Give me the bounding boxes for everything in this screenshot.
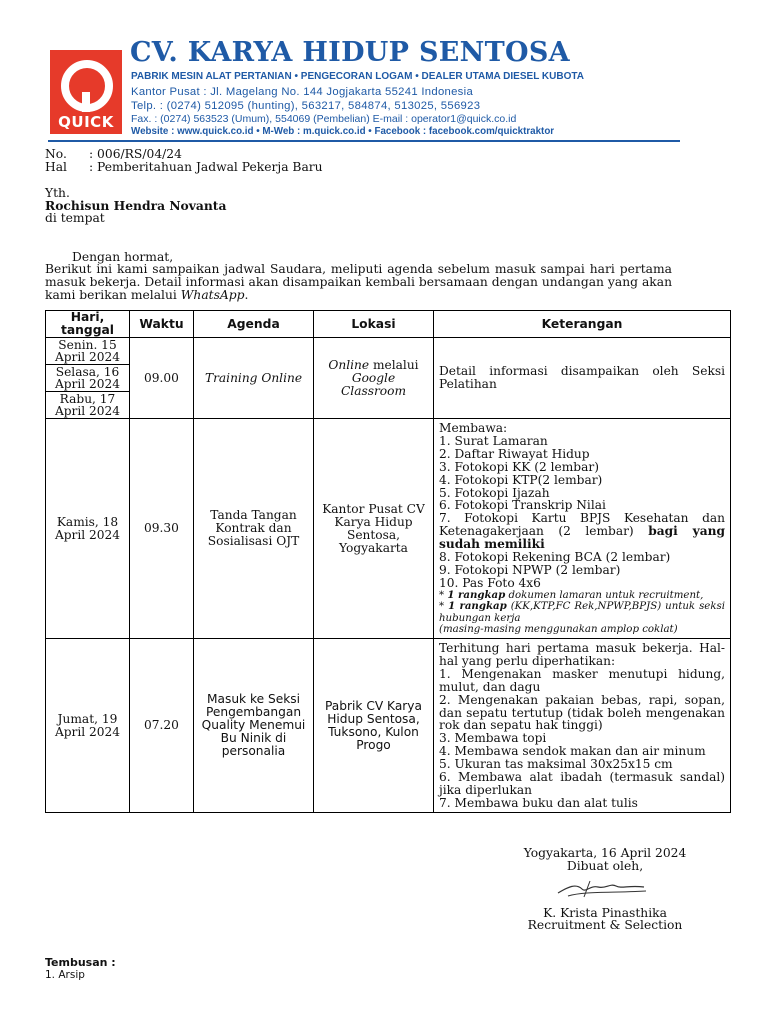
note2-rest: (KK,KTP,FC Rek,NPWP,BPJS) untuk seksi hubungan kerja <box>439 601 725 624</box>
row3-notes <box>434 639 731 813</box>
row2-bring-heading: Membawa: <box>439 421 508 435</box>
signatory-name: K. Krista Pinasthika <box>543 906 667 920</box>
list-item: 6. Fotokopi Transkrip Nilai <box>439 498 606 513</box>
logo-stem-shape <box>82 92 90 112</box>
cc-item: 1. Arsip <box>45 969 85 981</box>
list-item: 6. Membawa alat ibadah (termasuk sandal) jika diperlukan <box>439 770 725 797</box>
row1-location-via: melalui <box>369 357 419 372</box>
list-item: 8. Fotokopi Rekening BCA (2 lembar) <box>439 550 671 565</box>
row1-date-wednesday: Rabu, 17 April 2024 <box>46 391 129 418</box>
note-employee-relations <box>439 601 725 624</box>
row3-intro: Terhitung hari pertama masuk bekerja. Hal-hal yang perlu diperhatikan: <box>439 641 725 668</box>
list-item: 5. Ukuran tas maksimal 30x25x15 cm <box>439 757 673 772</box>
note1-prefix: * <box>439 589 448 601</box>
note2-bold: 1 rangkap <box>448 600 507 613</box>
row2-date: Kamis, 18 April 2024 <box>46 419 130 639</box>
schedule-table <box>45 310 731 813</box>
list-item: 4. Fotokopi KTP(2 lembar) <box>439 472 603 487</box>
row3-date: Jumat, 19 April 2024 <box>46 639 130 813</box>
cc-label: Tembusan : <box>45 956 116 969</box>
number-label: No. <box>45 147 67 161</box>
company-telephone: Telp. : (0274) 512095 (hunting), 563217, 584874, 513025, 556923 <box>131 100 481 112</box>
list-item: 1. Mengenakan masker menutupi hidung, mulut, dan dagu <box>439 666 725 694</box>
header-lokasi: Lokasi <box>314 311 434 338</box>
note2-prefix: * <box>439 601 449 613</box>
row3-agenda: Masuk ke Seksi Pengembangan Quality Menemui Bu Ninik di personalia <box>194 639 314 813</box>
row1-location-classroom: Google Classroom <box>340 370 407 398</box>
intro-text: Berikut ini kami sampaikan jadwal Saudara, meliputi agenda sebelum masuk sampai hari pertama masuk bekerja. Detail informasi akan disampaikan kembali bersamaan dengan undangan yang akan kami berikan melalui <box>45 262 672 302</box>
signature-place-date: Yogyakarta, 16 April 2024 <box>523 846 687 860</box>
company-address: Kantor Pusat : Jl. Magelang No. 144 Jogjakarta 55241 Indonesia <box>131 86 474 98</box>
intro-end: . <box>244 288 249 302</box>
header-hari-tanggal: Hari, tanggal <box>46 311 130 338</box>
list-item: 1. Surat Lamaran <box>439 433 548 448</box>
signatory-position: Recruitment & Selection <box>527 918 683 932</box>
note1-rest: dokumen lamaran untuk recruitment, <box>505 589 704 601</box>
list-item: 7. Membawa buku dan alat tulis <box>439 795 638 810</box>
company-fax-email: Fax. : (0274) 563523 (Umum), 554069 (Pembelian) E-mail : operator1@quick.co.id <box>131 113 517 125</box>
row2-location: Kantor Pusat CV Karya Hidup Sentosa, Yogyakarta <box>314 419 434 639</box>
row1-notes: Detail informasi disampaikan oleh Seksi Pelatihan <box>434 338 731 419</box>
salutation-yth: Yth. <box>45 186 70 200</box>
table-row <box>46 639 731 813</box>
handwritten-signature <box>554 877 650 901</box>
letterhead-divider <box>48 140 680 142</box>
list-item: 10. Pas Foto 4x6 <box>439 575 541 590</box>
recipient-location: di tempat <box>45 211 105 225</box>
header-agenda: Agenda <box>194 311 314 338</box>
list-item: 9. Fotokopi NPWP (2 lembar) <box>439 562 621 577</box>
signature-made-by: Dibuat oleh, <box>566 859 644 873</box>
row1-date-tuesday: Selasa, 16 April 2024 <box>46 364 129 391</box>
list-item-bpjs <box>439 512 725 551</box>
row1-dates-cell <box>46 338 130 419</box>
row1-location-online: Online <box>328 357 370 372</box>
note-envelope: (masing-masing menggunakan amplop coklat) <box>439 624 678 636</box>
recipient-name: Rochisun Hendra Novanta <box>45 198 227 213</box>
row2-time: 09.30 <box>130 419 194 639</box>
row3-location: Pabrik CV Karya Hidup Sentosa, Tuksono, Kulon Progo <box>314 639 434 813</box>
number-value: : 006/RS/04/24 <box>89 147 182 161</box>
subject-label: Hal <box>45 160 67 174</box>
table-row <box>46 419 731 639</box>
list-item: 5. Fotokopi Ijazah <box>439 485 550 500</box>
company-website: Website : www.quick.co.id • M-Web : m.quick.co.id • Facebook : facebook.com/quicktraktor <box>131 126 555 137</box>
row3-time: 07.20 <box>130 639 194 813</box>
row2-agenda: Tanda Tangan Kontrak dan Sosialisasi OJT <box>194 419 314 639</box>
row1-date-monday: Senin. 15 April 2024 <box>54 338 121 364</box>
table-row <box>46 338 731 419</box>
company-name: CV. KARYA HIDUP SENTOSA <box>130 37 570 68</box>
row1-agenda: Training Online <box>194 338 314 419</box>
list-item: 2. Daftar Riwayat Hidup <box>439 446 590 461</box>
company-logo <box>50 50 122 134</box>
note1-bold: 1 rangkap <box>447 588 506 601</box>
table-header-row <box>46 311 731 338</box>
list-item: 4. Membawa sendok makan dan air minum <box>439 744 706 759</box>
list-item-bpjs-text: 7. Fotokopi Kartu BPJS Kesehatan dan Ketenagakerjaan (2 lembar) <box>439 511 725 539</box>
header-waktu: Waktu <box>130 311 194 338</box>
logo-text: QUICK <box>58 113 114 131</box>
row1-time: 09.00 <box>130 338 194 419</box>
row1-location <box>314 338 434 419</box>
list-item: 2. Mengenakan pakaian bebas, rapi, sopan, dan sepatu tertutup (tidak boleh mengenakan rok dan sepatu hak tinggi) <box>439 692 725 733</box>
intro-paragraph <box>45 263 672 302</box>
greeting: Dengan hormat, <box>72 250 174 264</box>
list-item: 3. Fotokopi KK (2 lembar) <box>439 459 599 474</box>
company-tagline: PABRIK MESIN ALAT PERTANIAN • PENGECORAN LOGAM • DEALER UTAMA DIESEL KUBOTA <box>131 71 584 82</box>
intro-whatsapp: WhatsApp <box>180 288 245 302</box>
header-keterangan: Keterangan <box>434 311 731 338</box>
list-item: 3. Membawa topi <box>439 731 547 746</box>
list-item-bpjs-bold: bagi yang sudah memiliki <box>439 524 725 552</box>
subject-value: : Pemberitahuan Jadwal Pekerja Baru <box>89 160 323 174</box>
row2-notes <box>434 419 731 639</box>
